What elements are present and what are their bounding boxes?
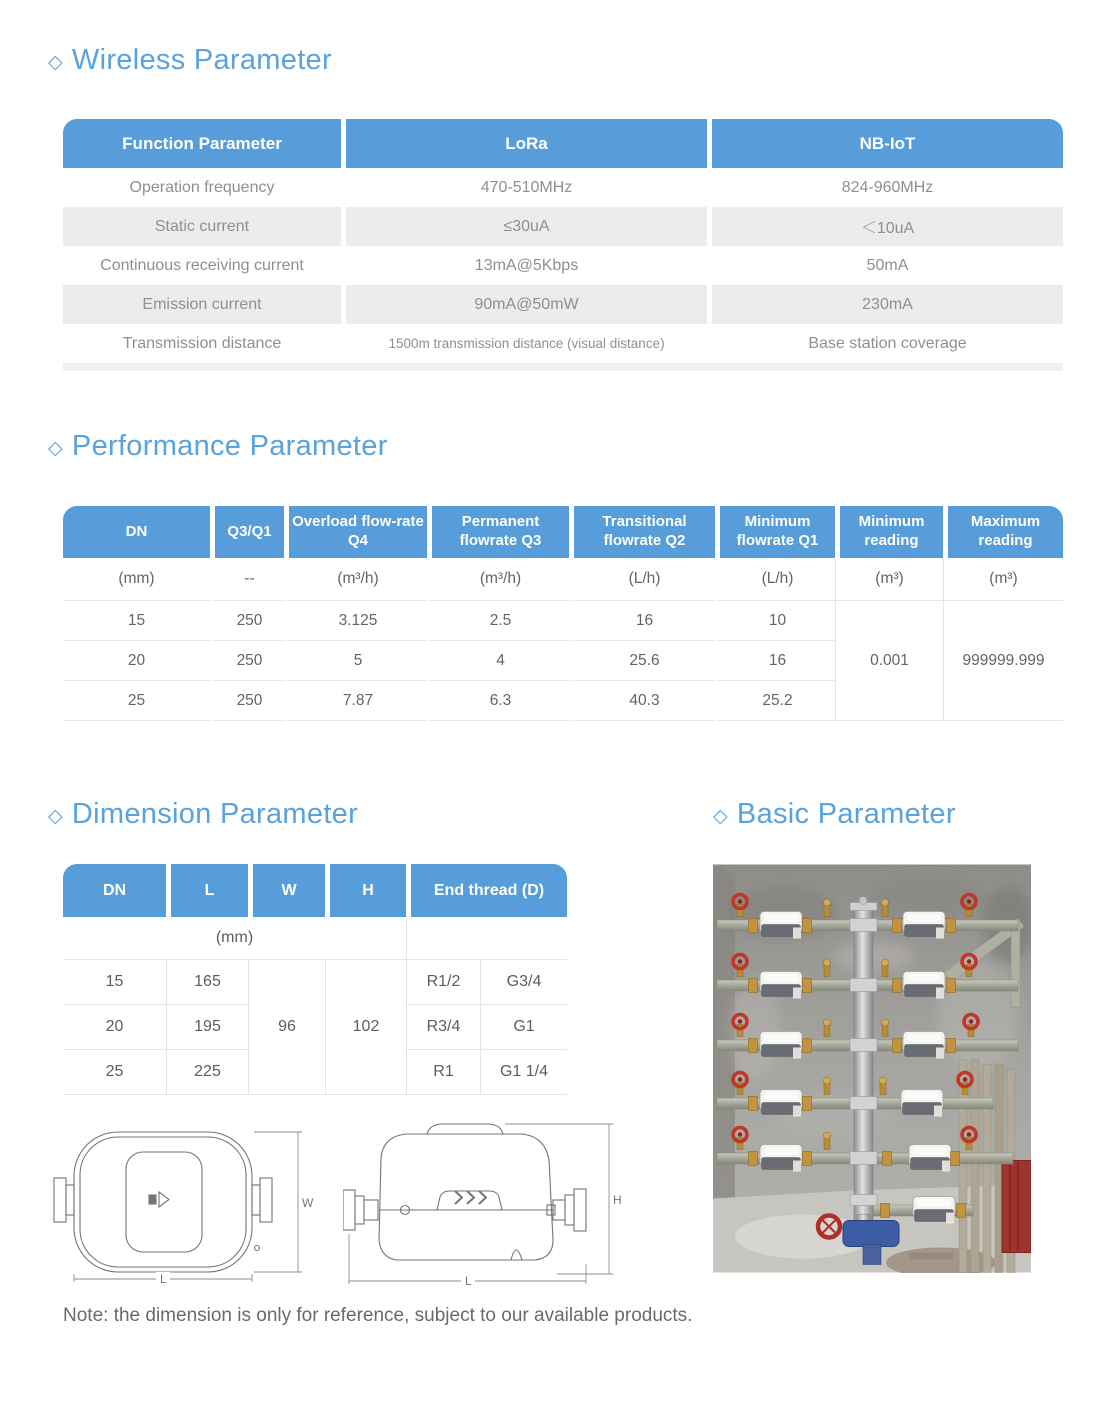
section-title-text: Basic Parameter [736, 798, 956, 830]
dimension-header-cell: W [248, 864, 325, 917]
performance-header-cell: Permanent flowrate Q3 [427, 506, 569, 558]
installation-photo [713, 864, 1031, 1273]
wireless-header-cell: LoRa [341, 119, 707, 168]
performance-cell: 25 [63, 680, 210, 721]
performance-units-cell: -- [210, 558, 284, 600]
performance-cell: 40.3 [569, 680, 715, 721]
performance-cell: 6.3 [427, 680, 569, 721]
note-text: Note: the dimension is only for reference, subject to our available products. [63, 1305, 693, 1326]
basic-section-title [713, 798, 956, 831]
performance-merged-min-reading: 0.001 [835, 600, 943, 721]
performance-cell: 20 [63, 640, 210, 680]
performance-units-cell: (m³/h) [427, 558, 569, 600]
dimension-cell: R1/2 [406, 959, 480, 1004]
diamond-icon: ◇ [48, 805, 63, 827]
section-title-text: Performance Parameter [71, 430, 388, 462]
performance-cell: 2.5 [427, 600, 569, 640]
wireless-section-title [48, 44, 332, 77]
performance-cell: 25.2 [715, 680, 835, 721]
performance-cell: 250 [210, 680, 284, 721]
performance-merged-max-reading: 999999.999 [943, 600, 1063, 721]
performance-header-cell: Minimum reading [835, 506, 943, 558]
performance-header-cell: Overload flow-rate Q4 [284, 506, 427, 558]
performance-header-cell: Maximum reading [943, 506, 1063, 558]
dim-label-l2: L [465, 1274, 472, 1288]
meter-top-view-drawing [52, 1128, 332, 1284]
dimension-cell: G1 [480, 1004, 567, 1049]
dim-label-h: H [613, 1193, 622, 1207]
diamond-icon: ◇ [48, 437, 63, 459]
dim-label-l: L [160, 1272, 167, 1284]
wireless-cell: 1500m transmission distance (visual distance) [341, 324, 707, 363]
performance-section-title [48, 430, 388, 463]
performance-cell: 7.87 [284, 680, 427, 721]
performance-cell: 250 [210, 600, 284, 640]
performance-cell: 25.6 [569, 640, 715, 680]
wireless-cell: 50mA [707, 246, 1063, 285]
wireless-cell: ≤30uA [341, 207, 707, 246]
performance-units-cell: (L/h) [715, 558, 835, 600]
dim-label-w: W [302, 1196, 314, 1210]
performance-cell: 250 [210, 640, 284, 680]
performance-units-cell: (mm) [63, 558, 210, 600]
dimension-merged-h: 102 [325, 959, 406, 1095]
wireless-cell: Emission current [63, 285, 341, 324]
dimension-cell: 20 [63, 1004, 166, 1049]
dimension-units-cell: (mm) [63, 917, 406, 959]
performance-units-cell: (m³/h) [284, 558, 427, 600]
wireless-cell: 230mA [707, 285, 1063, 324]
performance-header-cell: Q3/Q1 [210, 506, 284, 558]
dimension-cell: 15 [63, 959, 166, 1004]
table-footer-strip [63, 363, 1063, 371]
wireless-cell: Continuous receiving current [63, 246, 341, 285]
section-title-text: Wireless Parameter [71, 44, 332, 76]
performance-units-cell: (L/h) [569, 558, 715, 600]
performance-units-cell: (m³) [943, 558, 1063, 600]
performance-table [63, 506, 1063, 721]
performance-cell: 16 [569, 600, 715, 640]
wireless-cell: Static current [63, 207, 341, 246]
dimension-cell: 225 [166, 1049, 248, 1095]
wireless-cell: ＜10uA [707, 207, 1063, 246]
performance-cell: 16 [715, 640, 835, 680]
wireless-table [63, 119, 1063, 371]
dimension-header-cell: End thread (D) [406, 864, 567, 917]
meter-side-view-drawing [343, 1122, 633, 1290]
wireless-header-cell: Function Parameter [63, 119, 341, 168]
dimension-merged-w: 96 [248, 959, 325, 1095]
performance-cell: 5 [284, 640, 427, 680]
top-view-outline [54, 1132, 272, 1272]
performance-cell: 10 [715, 600, 835, 640]
top-view-dimension-lines [74, 1132, 302, 1282]
dimension-header-cell: DN [63, 864, 166, 917]
photo-central-riser [850, 897, 877, 1221]
performance-header-cell: Transitional flowrate Q2 [569, 506, 715, 558]
dimension-header-cell: L [166, 864, 248, 917]
dimension-cell: R1 [406, 1049, 480, 1095]
performance-header-cell: Minimum flowrate Q1 [715, 506, 835, 558]
diamond-icon: ◇ [713, 805, 728, 827]
performance-cell: 4 [427, 640, 569, 680]
dimension-cell: 165 [166, 959, 248, 1004]
dimension-header-cell: H [325, 864, 406, 917]
dimension-cell: 195 [166, 1004, 248, 1049]
dimension-table [63, 864, 567, 1095]
wireless-cell: 824-960MHz [707, 168, 1063, 207]
section-title-text: Dimension Parameter [71, 798, 359, 830]
dimension-cell: G1 1/4 [480, 1049, 567, 1095]
side-view-outline [343, 1124, 586, 1260]
dimension-cell: R3/4 [406, 1004, 480, 1049]
performance-cell: 3.125 [284, 600, 427, 640]
performance-units-cell: (m³) [835, 558, 943, 600]
wireless-cell: Operation frequency [63, 168, 341, 207]
wireless-cell: 470-510MHz [341, 168, 707, 207]
performance-cell: 15 [63, 600, 210, 640]
performance-header-cell: DN [63, 506, 210, 558]
wireless-cell: 13mA@5Kbps [341, 246, 707, 285]
diamond-icon: ◇ [48, 51, 63, 73]
wireless-cell: Base station coverage [707, 324, 1063, 363]
dimension-cell: 25 [63, 1049, 166, 1095]
wireless-cell: Transmission distance [63, 324, 341, 363]
dimension-section-title [48, 798, 358, 831]
wireless-cell: 90mA@50mW [341, 285, 707, 324]
dimension-cell: G3/4 [480, 959, 567, 1004]
dimension-units-cell-endthread [406, 917, 567, 959]
wireless-header-cell: NB-IoT [707, 119, 1063, 168]
